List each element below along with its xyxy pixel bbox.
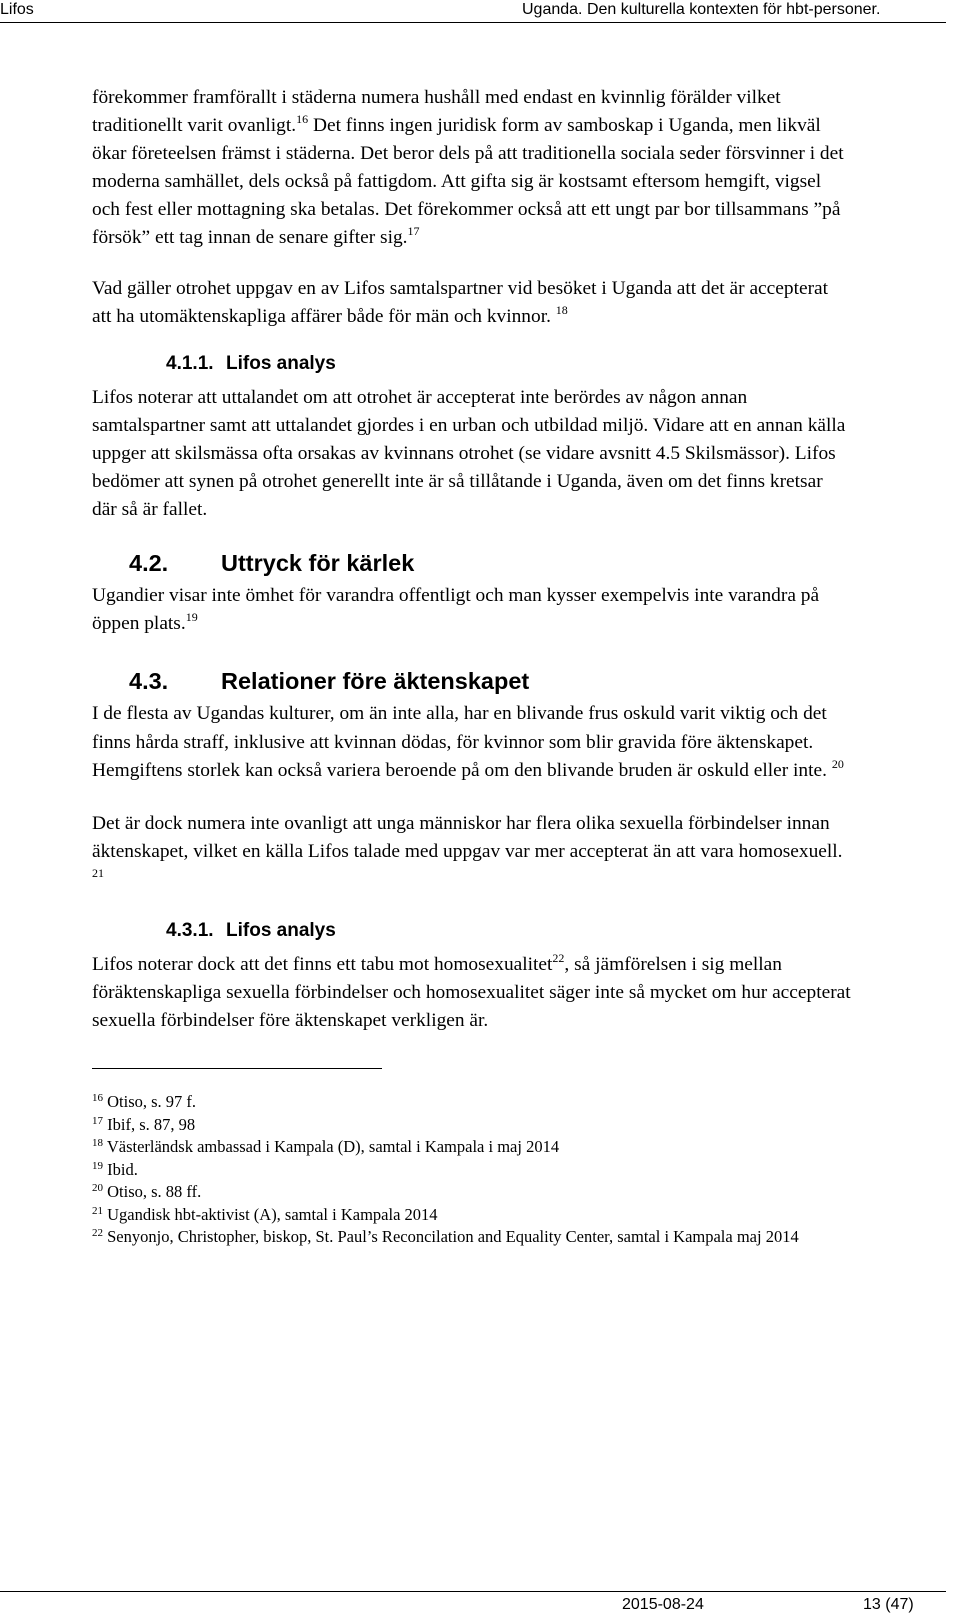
footnote-ref-20[interactable]: 20 — [831, 756, 844, 771]
footnote-ref-17[interactable]: 17 — [407, 224, 420, 239]
footnote-17: $^{17}$ Ibif, s. 87, 98 — [92, 1114, 196, 1134]
page-header — [0, 0, 946, 23]
footnote-19: $^{19}$ Ibid. — [92, 1159, 138, 1179]
footnote-ref-18[interactable]: 18 — [555, 302, 568, 317]
footnote-ref-21[interactable]: 21 — [92, 865, 104, 880]
footnote-20: $^{20}$ Otiso, s. 88 ff. — [92, 1182, 202, 1202]
footnote-ref-16[interactable]: 16 — [296, 112, 309, 127]
footnote-separator — [92, 1068, 382, 1069]
paragraph-analysis-1: Lifos noterar att uttalandet om att otrohet är accepterat inte berördes av någon annan samtalspartner samt att uttalandet gjordes i en urban och utbildad miljö. Vidare att en annan källa uppger att skilsmässa ofta orsakas av kvinnans otrohet (se vidare avsnitt 4.5 Skilsmässor). Lifos bedömer att synen på otrohet generellt inte är så tillåtande i Uganda, även om det finns kretsar där så är fallet. — [92, 386, 846, 521]
footnote-18: $^{18}$ Västerländsk ambassad i Kampala (D), samtal i Kampala i maj 2014 — [92, 1137, 560, 1157]
paragraph-premarital: Det är dock numera inte ovanligt att unga människor har flera olika sexuella förbindelser innan äktenskapet, vilket en källa Lifos talade med uppgav var mer accepterat än att vara homosexuell. $^{21}$ — [92, 812, 843, 880]
header-org: Lifos — [0, 1, 34, 18]
footnote-22: $^{22}$ Senyonjo, Christopher, biskop, St. Paul’s Reconcilation and Equality Center, samtal i Kampala maj 2014 — [92, 1227, 799, 1247]
heading-4-2: 4.2. Uttryck för kärlek — [129, 550, 415, 577]
page-number: 13 (47) — [863, 1596, 914, 1613]
paragraph-virginity: I de flesta av Ugandas kulturer, om än inte alla, har en blivande frus oskuld varit viktig och det finns hårda straff, inklusive att kvinnan dödas, för kvinnor som blir gravida före äktenskapet. Hemgiftens storlek kan också variera beroende på om den blivande bruden är oskuld eller inte. $^{20}$ — [92, 703, 844, 781]
footnote-ref-19[interactable]: 19 — [185, 610, 198, 625]
document-body — [92, 84, 852, 1249]
heading-4-3-1: 4.3.1. Lifos analys — [166, 919, 336, 941]
footnotes — [92, 1091, 852, 1249]
paragraph-affection: Ugandier visar inte ömhet för varandra offentligt och man kysser exempelvis inte varandra på öppen plats.$^{19}$ — [92, 585, 820, 635]
footnote-21: $^{21}$ Ugandisk hbt-aktivist (A), samtal i Kampala 2014 — [92, 1204, 438, 1224]
paragraph-analysis-2: Lifos noterar dock att det finns ett tabu mot homosexualitet$^{22}$, så jämförelsen i sig mellan föräktenskapliga sexuella förbindelser och homosexualitet säger inte så mycket om hur accepterat sexuella förbindelser före äktenskapet verkligen är. — [92, 950, 851, 1032]
heading-4-3: 4.3. Relationer före äktenskapet — [129, 668, 530, 695]
footer-date: 2015-08-24 — [622, 1596, 704, 1613]
footnote-ref-22[interactable]: 22 — [552, 950, 565, 965]
paragraph-cohabitation: förekommer framförallt i städerna numera hushåll med endast en kvinnlig förälder vilket traditionellt varit ovanligt.$^{16}$ Det finns ingen juridisk form av samboskap i Uganda, men likväl ökar företeelsen främst i städerna. Det beror dels på att traditionella sociala seder försvinner i det moderna samhället, dels också på fattigdom. Att gifta sig är kostsamt eftersom hemgift, vigsel och fest eller mottagning ska betalas. Det förekommer också att ett ungt par bor tillsammans ”på försök” ett tag innan de senare gifter sig.$^{17}$ — [92, 87, 844, 249]
paragraph-infidelity: Vad gäller otrohet uppgav en av Lifos samtalspartner vid besöket i Uganda att det är accepterat att ha utomäktenskapliga affärer både för män och kvinnor. $^{18}$ — [92, 277, 829, 327]
page-footer — [0, 1591, 946, 1613]
footnote-16: $^{16}$ Otiso, s. 97 f. — [92, 1092, 197, 1112]
heading-4-1-1: 4.1.1. Lifos analys — [166, 352, 336, 374]
header-title: Uganda. Den kulturella kontexten för hbt-personer. — [522, 1, 881, 18]
